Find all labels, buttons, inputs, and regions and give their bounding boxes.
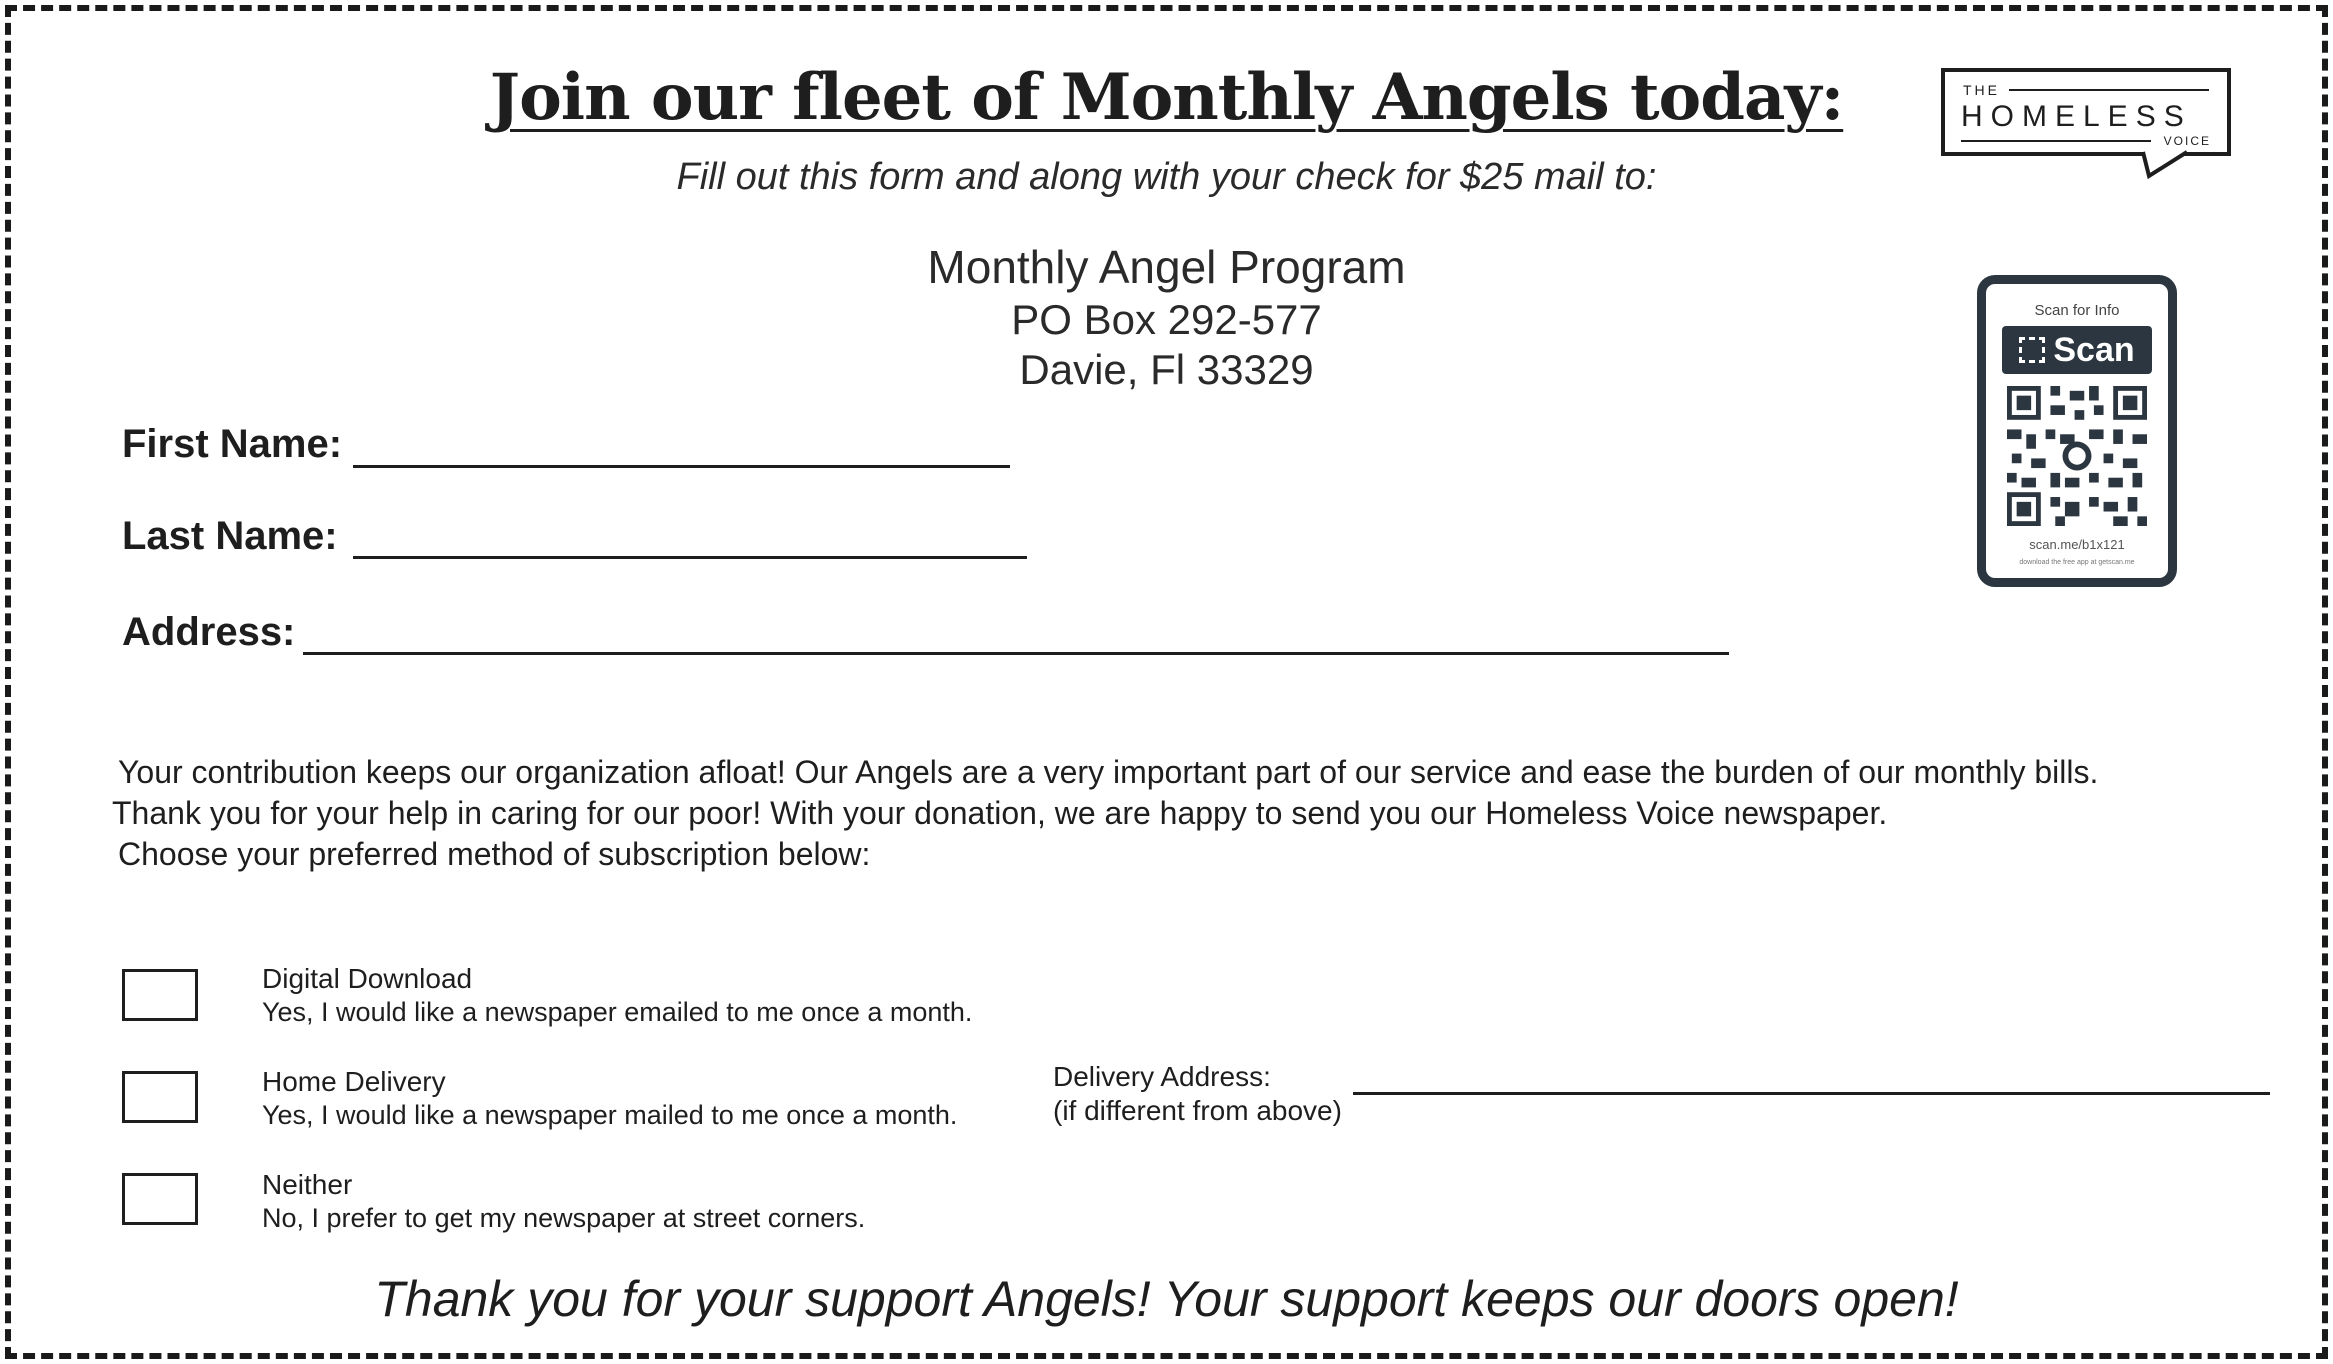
logo-main: HOMELESS bbox=[1961, 100, 2192, 133]
first-name-label: First Name: bbox=[122, 422, 343, 466]
qr-code-icon bbox=[2007, 386, 2147, 526]
delivery-address-title: Delivery Address: bbox=[1053, 1061, 1271, 1092]
option-desc-digital: Yes, I would like a newspaper emailed to me once a month. bbox=[262, 997, 973, 1027]
page-subtitle: Fill out this form and along with your check for $25 mail to: bbox=[676, 156, 1657, 198]
delivery-address-field[interactable] bbox=[1353, 1092, 2270, 1095]
last-name-label: Last Name: bbox=[122, 514, 338, 558]
qr-info-label: Scan for Info bbox=[2034, 302, 2120, 319]
option-desc-home: Yes, I would like a newspaper mailed to me once a month. bbox=[262, 1100, 958, 1130]
qr-note: download the free app at getscan.me bbox=[2019, 559, 2135, 566]
body-text-line3: Choose your preferred method of subscription below: bbox=[118, 836, 871, 872]
page-title: Join our fleet of Monthly Angels today: bbox=[489, 60, 1844, 135]
option-title-neither: Neither bbox=[262, 1169, 353, 1200]
delivery-address-sublabel: (if different from above) bbox=[1053, 1095, 1342, 1126]
last-name-field[interactable] bbox=[353, 556, 1027, 559]
dashed-cut-border bbox=[5, 5, 2328, 1359]
body-text-line2: Thank you for your help in caring for our poor! With your donation, we are happy to send you our Homeless Voice newspaper. bbox=[112, 795, 1888, 831]
qr-code-card[interactable] bbox=[1977, 275, 2177, 587]
address-field[interactable] bbox=[303, 652, 1729, 655]
footer-thank-you: Thank you for your support Angels! Your support keeps our doors open! bbox=[374, 1271, 1959, 1327]
logo-voice: VOICE bbox=[2163, 134, 2211, 148]
qr-scan-label: Scan bbox=[2053, 331, 2135, 369]
logo-rule-top bbox=[2009, 89, 2209, 91]
homeless-voice-logo bbox=[1941, 68, 2231, 156]
qr-scan-banner bbox=[2002, 326, 2152, 374]
delivery-address-label bbox=[1053, 1060, 1342, 1128]
logo-the: THE bbox=[1963, 82, 2000, 98]
neither-checkbox[interactable] bbox=[122, 1173, 198, 1225]
option-title-digital: Digital Download bbox=[262, 963, 473, 994]
mailing-address-line1: Monthly Angel Program bbox=[927, 241, 1406, 293]
digital-download-checkbox[interactable] bbox=[122, 969, 198, 1021]
scan-frame-icon bbox=[2019, 337, 2045, 363]
address-label: Address: bbox=[122, 610, 296, 654]
mailing-address-line2: PO Box 292-577 bbox=[1011, 296, 1322, 343]
home-delivery-checkbox[interactable] bbox=[122, 1071, 198, 1123]
option-desc-neither: No, I prefer to get my newspaper at street corners. bbox=[262, 1203, 866, 1233]
option-title-home: Home Delivery bbox=[262, 1066, 446, 1097]
logo-rule-bottom bbox=[1961, 140, 2151, 142]
mailing-address-line3: Davie, Fl 33329 bbox=[1019, 346, 1314, 393]
body-text-line1: Your contribution keeps our organization afloat! Our Angels are a very important part of our service and ease the burden of our monthly bills. bbox=[118, 754, 2099, 790]
qr-url: scan.me/b1x121 bbox=[2029, 537, 2125, 552]
first-name-field[interactable] bbox=[353, 465, 1010, 468]
speech-bubble-tail-icon bbox=[2141, 150, 2191, 180]
